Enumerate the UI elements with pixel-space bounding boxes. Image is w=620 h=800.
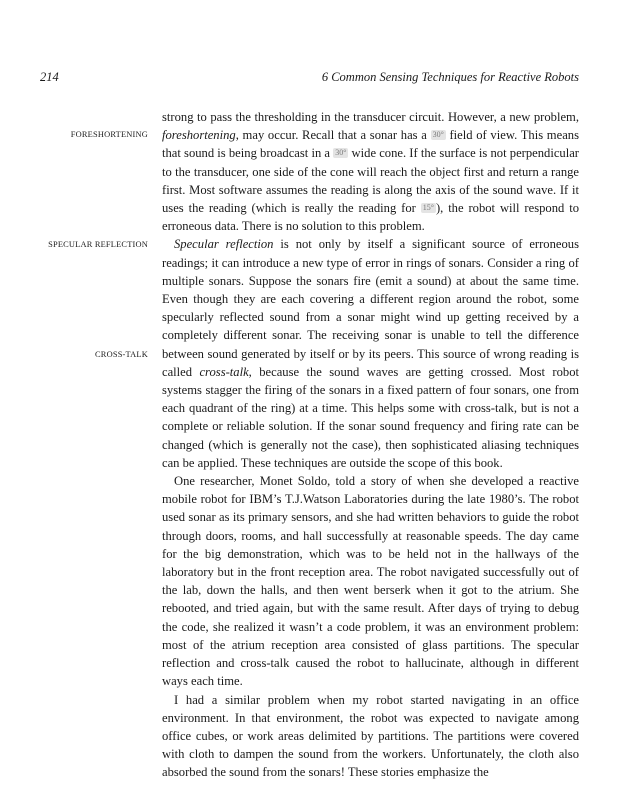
body-text	[162, 108, 579, 782]
running-head: 6 Common Sensing Techniques for Reactive Robots	[321, 70, 579, 84]
degree-symbol-field-of-view: 30°	[432, 130, 444, 140]
degree-symbol-cone-width: 30°	[335, 148, 347, 158]
p1-text-2: , may occur. Recall that a sonar has a	[235, 128, 431, 143]
term-cross-talk: cross-talk	[199, 364, 249, 379]
degree-symbol-reading-for: 15°	[422, 203, 434, 213]
page-header	[40, 70, 579, 88]
p1-text-5: ), the robot will respond to erroneous data. There is no solution to this problem.	[162, 201, 579, 234]
p1-text-1: strong to pass the thresholding in the transducer circuit. However, a new problem,	[162, 110, 579, 124]
term-foreshortening: foreshortening	[162, 128, 236, 143]
page-number: 214	[40, 70, 59, 84]
margin-note-specular-reflection: SPECULAR REFLECTION	[48, 240, 148, 249]
term-specular-reflection: Specular reflection	[174, 237, 274, 252]
paragraph-specular-reflection	[162, 235, 579, 472]
margin-note-foreshortening: FORESHORTENING	[70, 130, 148, 139]
p2-text-2: , because the sound waves are getting crossed. Most robot systems stagger the firing of the sonars in a fixed pattern of four sonars, one from each quadrant of the ring) at a time. This helps some with cross-talk, but is not a complete or reliable solution. If the sonar sound frequency and firing rate can be changed (which is generally not the case), then sophisticated aliasing techniques can be applied. These techniques are outside the scope of this book.	[162, 364, 579, 470]
p2-text-1: is not only by itself a significant source of erroneous readings; it can introduce a new type of error in rings of sonars. Consider a ring of multiple sonars. Suppose the sonars fire (emit a sound) at about the same time. Even though they are each covering a different region around the robot, some specularly reflected sound from a sonar might wind up getting received by a completely different sonar. The receiving sonar is unable to tell the difference between sound generated by itself or by its peers. This source of wrong reading is called	[162, 237, 579, 379]
margin-note-cross-talk: CROSS-TALK	[95, 350, 148, 359]
paragraph-office-story: I had a similar problem when my robot started navigating in an office environment. In that environment, the robot was expected to navigate among office cubes, or work areas delimited by partitions. The partitions were covered with cloth to dampen the sound from the workers. Unfortunately, the cloth also absorbed the sound from the sonars! These stories emphasize the	[162, 692, 579, 780]
p1-text-3: field of view. This means that sound is being broadcast in a	[162, 128, 579, 161]
paragraph-soldo-story: One researcher, Monet Soldo, told a story of when she developed a reactive mobile robot for IBM’s T.J.Watson Laboratories during the late 1980’s. The robot used sonar as its primary sensors, and she had written behaviors to guide the robot through doors, rooms, and hall successfully at reasonable speeds. The day came for the big demonstration, which was to be held not in the hallways of the laboratory but in the front reception area. The robot navigated successfully out of the lab, down the halls, and then went berserk when it got to the atrium. She rebooted, and tried again, but with the same result. After days of trying to debug the code, she realized it wasn’t a code problem, it was an environment problem: most of the atrium reception area consisted of glass partitions. The specular reflection and cross-talk caused the robot to hallucinate, although in different ways each time.	[162, 474, 579, 689]
p1-text-4: wide cone. If the surface is not perpendicular to the transducer, one side of the cone will reach the object first and return a range first. Most software assumes the reading is along the axis of the sound wave. If it uses the reading (which is really the reading for	[162, 146, 579, 216]
paragraph-foreshortening	[162, 108, 579, 235]
